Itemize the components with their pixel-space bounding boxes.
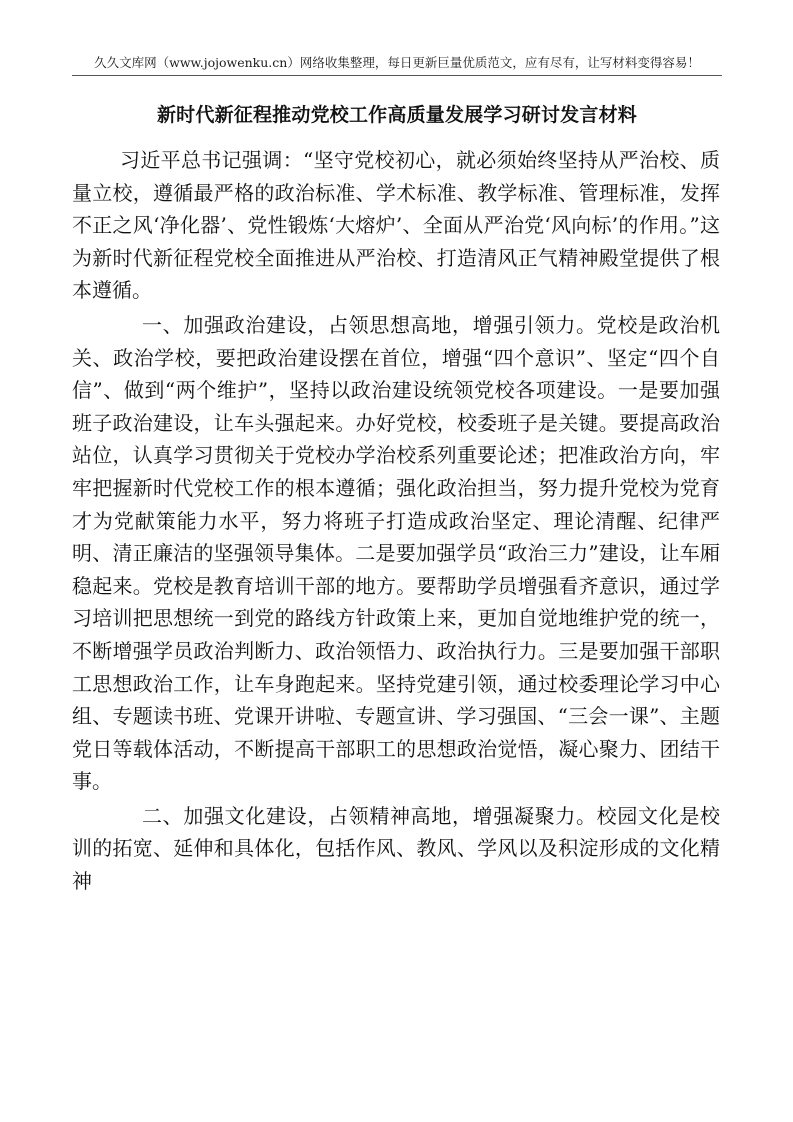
paragraph-political-construction: 一、加强政治建设，占领思想高地，增强引领力。党校是政治机关、政治学校，要把政治建设摆在首位，增强“四个意识”、坚定“四个自信”、做到“两个维护”，坚持以政治建设统领党校各项建设。一是要加强班子政治建设，让车头强起来。办好党校，校委班子是关键。要提高政治站位，认真学习贯彻关于党校办学治校系列重要论述；把准政治方向，牢牢把握新时代党校工作的根本遵循；强化政治担当，努力提升党校为党育才为党献策能力水平，努力将班子打造成政治坚定、理论清醒、纪律严明、清正廉洁的坚强领导集体。二是要加强学员“政治三力”建设，让车厢稳起来。党校是教育培训干部的地方。要帮助学员增强看齐意识，通过学习培训把思想统一到党的路线方针政策上来，更加自觉地维护党的统一，不断增强学员政治判断力、政治领悟力、政治执行力。三是要加强干部职工思想政治工作，让车身跑起来。坚持党建引领，通过校委理论学习中心组、专题读书班、党课开讲啦、专题宣讲、学习强国、“三会一课”、主题党日等载体活动，不断提高干部职工的思想政治觉悟，凝心聚力、团结干事。: [72, 312, 720, 794]
document-body: [72, 144, 720, 898]
paragraph-intro: 习近平总书记强调：“坚守党校初心，就必须始终坚持从严治校、质量立校，遵循最严格的政治标准、学术标准、教学标准、管理标准，发挥不正之风‘净化器’、党性锻炼‘大熔炉’、全面从严治党‘风向标’的作用。”这为新时代新征程党校全面推进从严治校、打造清风正气精神殿堂提供了根本遵循。: [72, 148, 720, 303]
header-divider: [72, 75, 722, 76]
document-title: 新时代新征程推动党校工作高质量发展学习研讨发言材料: [156, 104, 637, 126]
page-header-watermark: 久久文库网（www.jojowenku.cn）网络收集整理，每日更新巨量优质范文，应有尽有，让写材料变得容易！: [94, 55, 700, 70]
paragraph-cultural-construction: 二、加强文化建设，占领精神高地，增强凝聚力。校园文化是校训的拓宽、延伸和具体化，包括作风、教风、学风以及积淀形成的文化精神: [72, 803, 720, 894]
